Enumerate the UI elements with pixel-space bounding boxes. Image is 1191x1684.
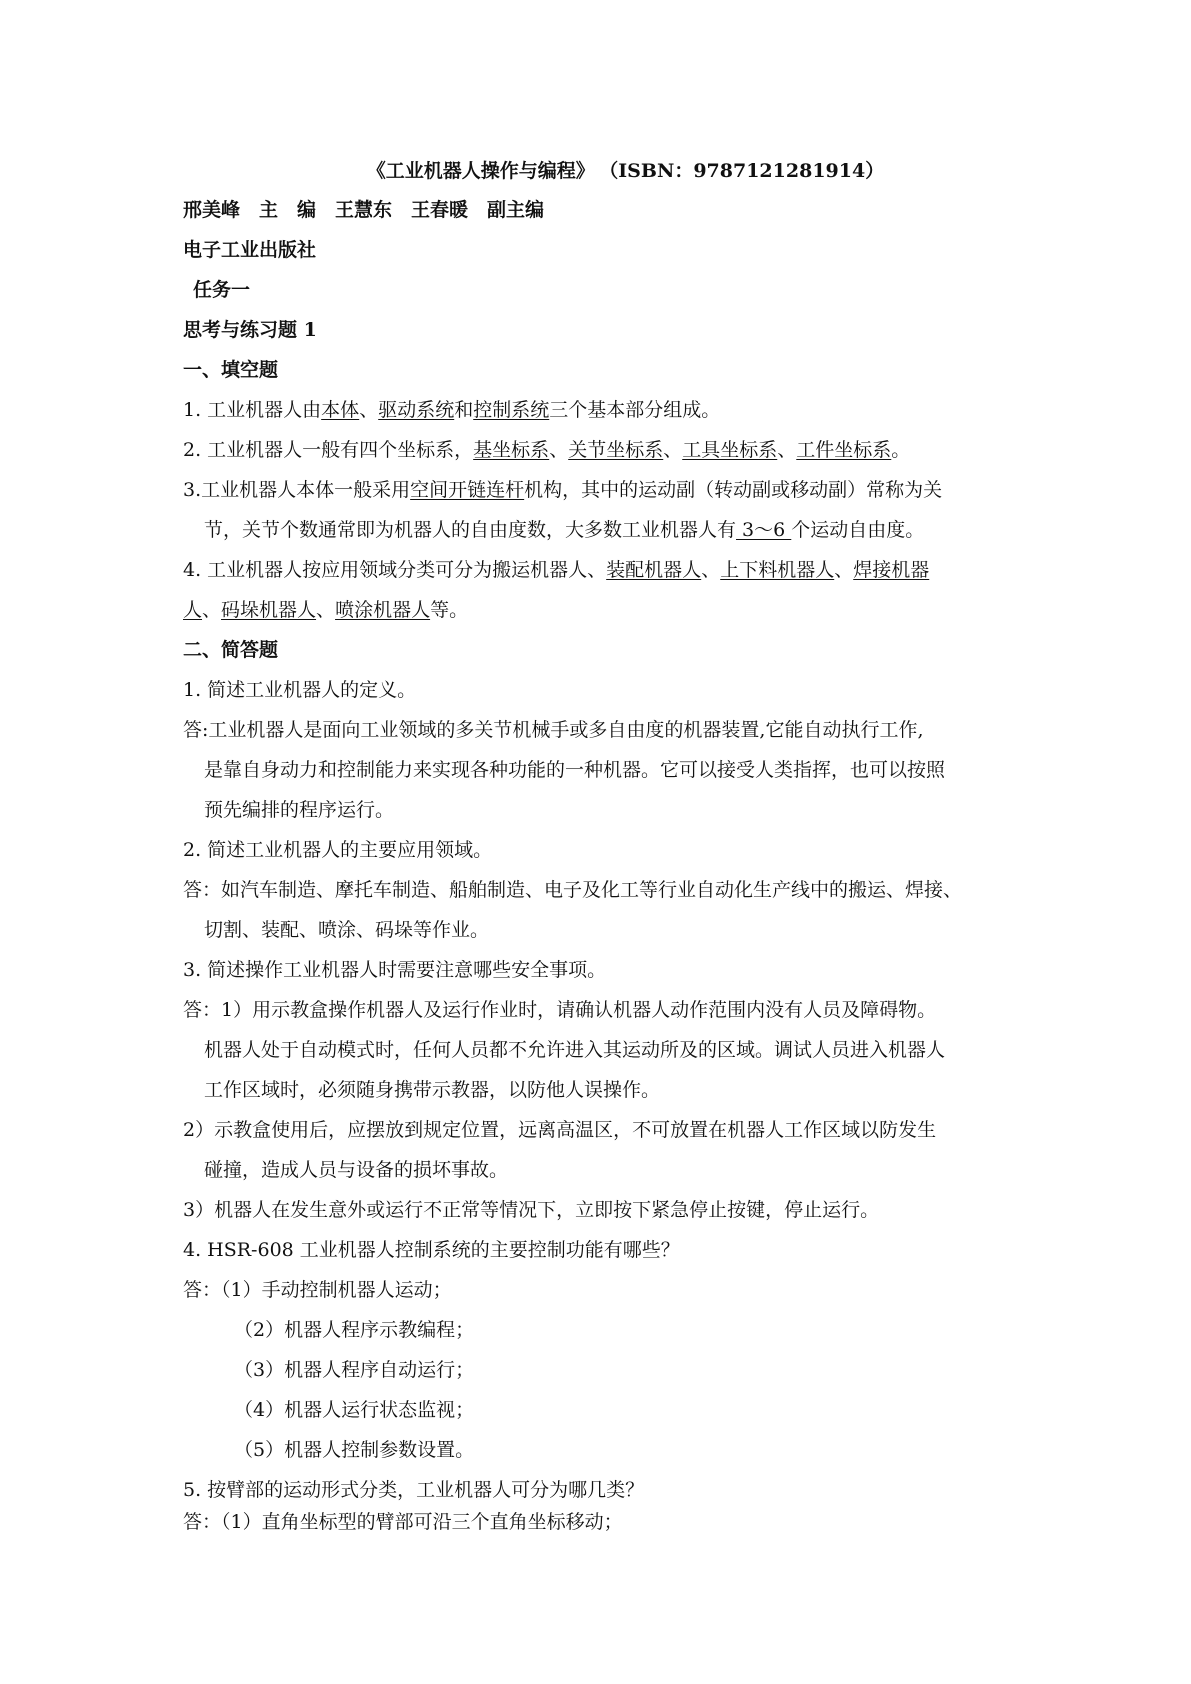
answer-blank: 基坐标系 — [473, 439, 550, 461]
fill-question-3: 3.工业机器人本体一般采用空间开链连杆机构，其中的运动副（转动副或移动副）常称为关 — [183, 479, 943, 501]
fill-question-3-cont: 节，关节个数通常即为机器人的自由度数，大多数工业机器人有 3～6 个运动自由度。 — [204, 519, 925, 541]
answer-blank: 上下料机器人 — [720, 559, 835, 581]
answer-blank: 装配机器人 — [606, 559, 702, 581]
task-heading: 任务一 — [193, 279, 251, 301]
answer-blank: 喷涂机器人 — [335, 599, 431, 621]
fill-question-4-cont: 人、码垛机器人、喷涂机器人等。 — [183, 599, 469, 621]
answer-blank: 工具坐标系 — [682, 439, 778, 461]
fill-question-1: 1. 工业机器人由本体、驱动系统和控制系统三个基本部分组成。 — [183, 399, 721, 421]
short-answer-3-line: 答：1）用示教盒操作机器人及运行作业时，请确认机器人动作范围内没有人员及障碍物。 — [183, 999, 937, 1021]
short-answer-1-line: 是靠自身动力和控制能力来实现各种功能的一种机器。它可以接受人类指挥，也可以按照 — [204, 759, 946, 781]
fill-question-2: 2. 工业机器人一般有四个坐标系，基坐标系、关节坐标系、工具坐标系、工件坐标系。 — [183, 439, 911, 461]
section-short-answer-title: 二、简答题 — [183, 639, 279, 661]
short-question-4: 4. HSR-608 工业机器人控制系统的主要控制功能有哪些？ — [183, 1239, 680, 1261]
short-answer-3-line: 3）机器人在发生意外或运行不正常等情况下，立即按下紧急停止按键，停止运行。 — [183, 1199, 880, 1221]
editors-line: 邢美峰 主 编 王慧东 王春暖 副主编 — [183, 199, 545, 221]
short-question-3: 3. 简述操作工业机器人时需要注意哪些安全事项。 — [183, 959, 607, 981]
fill-question-4: 4. 工业机器人按应用领域分类可分为搬运机器人、装配机器人、上下料机器人、焊接机器 — [183, 559, 930, 581]
short-answer-4-line: （3）机器人程序自动运行； — [234, 1359, 475, 1381]
short-question-1: 1. 简述工业机器人的定义。 — [183, 679, 417, 701]
answer-blank: 码垛机器人 — [221, 599, 317, 621]
answer-blank: 驱动系统 — [378, 399, 455, 421]
short-answer-1-line: 答:工业机器人是面向工业领域的多关节机械手或多自由度的机器装置,它能自动执行工作, — [183, 719, 924, 741]
short-answer-1-line: 预先编排的程序运行。 — [204, 799, 395, 821]
answer-blank: 人 — [183, 599, 203, 621]
answer-blank: 空间开链连杆 — [410, 479, 525, 501]
short-answer-2-line: 切割、装配、喷涂、码垛等作业。 — [204, 919, 490, 941]
short-answer-4-line: （4）机器人运行状态监视； — [234, 1399, 475, 1421]
answer-blank: 焊接机器 — [853, 559, 930, 581]
short-question-5: 5. 按臂部的运动形式分类，工业机器人可分为哪几类？ — [183, 1479, 645, 1501]
answer-blank: 关节坐标系 — [568, 439, 664, 461]
short-answer-4-line: 答：（1）手动控制机器人运动； — [183, 1279, 452, 1301]
short-answer-5-line: 答：（1）直角坐标型的臂部可沿三个直角坐标移动； — [183, 1511, 623, 1533]
answer-blank: 本体 — [321, 399, 360, 421]
short-answer-3-line: 碰撞，造成人员与设备的损坏事故。 — [204, 1159, 509, 1181]
book-title-line — [0, 159, 1191, 183]
short-answer-4-line: （5）机器人控制参数设置。 — [234, 1439, 475, 1461]
short-answer-2-line: 答：如汽车制造、摩托车制造、船舶制造、电子及化工等行业自动化生产线中的搬运、焊接、 — [183, 879, 963, 901]
short-question-2: 2. 简述工业机器人的主要应用领域。 — [183, 839, 493, 861]
short-answer-4-line: （2）机器人程序示教编程； — [234, 1319, 475, 1341]
exercise-heading: 思考与练习题 1 — [183, 319, 317, 341]
answer-blank: 控制系统 — [473, 399, 550, 421]
book-title: 《工业机器人操作与编程》 — [366, 160, 595, 182]
answer-blank: 3～6 — [736, 519, 792, 541]
short-answer-3-line: 工作区域时，必须随身携带示教器，以防他人误操作。 — [204, 1079, 661, 1101]
answer-blank: 工件坐标系 — [796, 439, 892, 461]
isbn: （ISBN：9787121281914） — [608, 160, 885, 182]
section-fill-in-title: 一、填空题 — [183, 359, 279, 381]
publisher-line: 电子工业出版社 — [183, 239, 317, 261]
short-answer-3-line: 机器人处于自动模式时，任何人员都不允许进入其运动所及的区域。调试人员进入机器人 — [204, 1039, 946, 1061]
short-answer-3-line: 2）示教盒使用后，应摆放到规定位置，远离高温区，不可放置在机器人工作区域以防发生 — [183, 1119, 937, 1141]
